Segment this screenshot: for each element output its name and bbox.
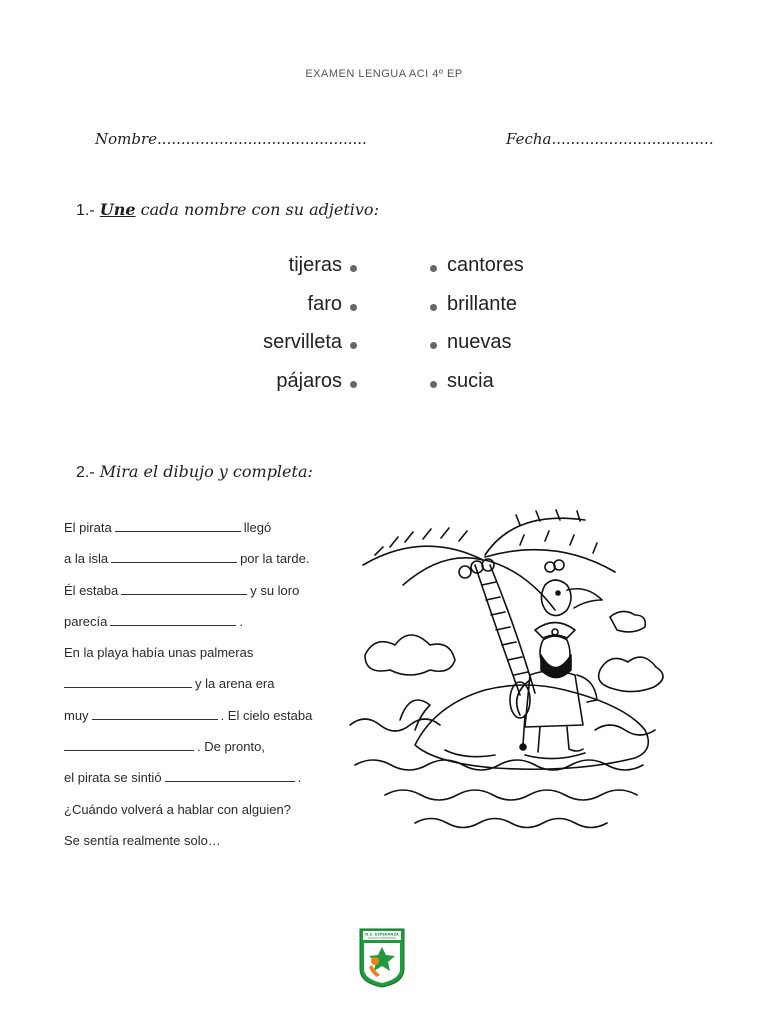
answer-blank[interactable]	[92, 704, 218, 720]
logo-subtitle: COLEGIO CONCERTADO	[367, 937, 397, 940]
story-text: El pirata	[64, 520, 112, 535]
question-2-title	[76, 462, 313, 482]
bullet-dot	[430, 265, 437, 272]
story-text: llegó	[243, 520, 272, 535]
pirate-island-illustration	[345, 505, 675, 855]
noun-word: pájaros	[276, 369, 342, 392]
story-text: .	[239, 613, 243, 629]
story-text: muy	[64, 707, 89, 723]
story-line	[64, 512, 344, 543]
story-line	[64, 575, 344, 606]
story-line	[64, 731, 344, 762]
name-field: Nombre............................................	[95, 130, 367, 148]
story-line	[64, 762, 344, 793]
adjective-word: nuevas	[447, 331, 512, 353]
story-text: .	[297, 770, 302, 786]
question-1-text: cada nombre con su adjetivo:	[140, 200, 379, 219]
story-text: y su loro	[250, 582, 300, 598]
story-line	[64, 668, 344, 699]
bullet-dot	[430, 304, 437, 311]
story-line	[64, 606, 344, 637]
story-text: y la arena era	[195, 676, 275, 692]
logo-title: N.S. ESPERANZA	[365, 932, 399, 937]
question-2-text: Mira el dibujo y completa:	[99, 462, 313, 481]
answer-blank[interactable]	[115, 516, 241, 532]
noun-word: faro	[307, 292, 342, 315]
story-line: En la playa había unas palmeras	[64, 645, 254, 661]
bullet-dot	[350, 342, 357, 349]
question-1-title	[76, 200, 379, 220]
adjective-word: brillante	[447, 292, 518, 315]
adjective-word: cantores	[447, 254, 524, 276]
match-row	[200, 293, 580, 332]
story-line	[64, 543, 344, 574]
answer-blank[interactable]	[111, 547, 237, 563]
school-logo	[358, 927, 406, 989]
question-2-number: 2.-	[76, 464, 95, 481]
match-row	[200, 254, 580, 293]
match-row	[200, 370, 580, 409]
bullet-dot	[350, 381, 357, 388]
story-line	[64, 700, 344, 731]
story-text: . De pronto,	[197, 739, 265, 755]
story-text: el pirata se sintió	[64, 770, 162, 786]
exam-header: EXAMEN LENGUA ACI 4º EP	[305, 68, 463, 80]
bullet-dot	[350, 304, 357, 311]
match-row	[200, 331, 580, 370]
story-line: ¿Cuándo volverá a hablar con alguien?	[64, 801, 291, 817]
noun-word: tijeras	[288, 254, 342, 276]
bullet-dot	[430, 381, 437, 388]
question-1-number: 1.-	[76, 202, 95, 219]
noun-word: servilleta	[263, 331, 342, 353]
story-line: Se sentía realmente solo…	[64, 832, 221, 848]
fill-in-story	[64, 512, 344, 856]
matching-exercise	[200, 254, 580, 408]
answer-blank[interactable]	[64, 672, 192, 688]
date-field: Fecha..................................	[506, 130, 714, 148]
bullet-dot	[350, 265, 357, 272]
story-text: . El cielo estaba	[220, 707, 313, 723]
answer-blank[interactable]	[121, 579, 247, 595]
story-text: Él estaba	[64, 582, 119, 598]
story-text: a la isla	[64, 551, 109, 567]
story-text: por la tarde.	[240, 551, 310, 567]
answer-blank[interactable]	[64, 735, 194, 751]
bullet-dot	[430, 342, 437, 349]
answer-blank[interactable]	[110, 610, 236, 626]
answer-blank[interactable]	[165, 766, 295, 782]
question-1-verb: Une	[99, 200, 136, 219]
story-text: parecía	[64, 613, 108, 629]
adjective-word: sucia	[447, 369, 494, 392]
